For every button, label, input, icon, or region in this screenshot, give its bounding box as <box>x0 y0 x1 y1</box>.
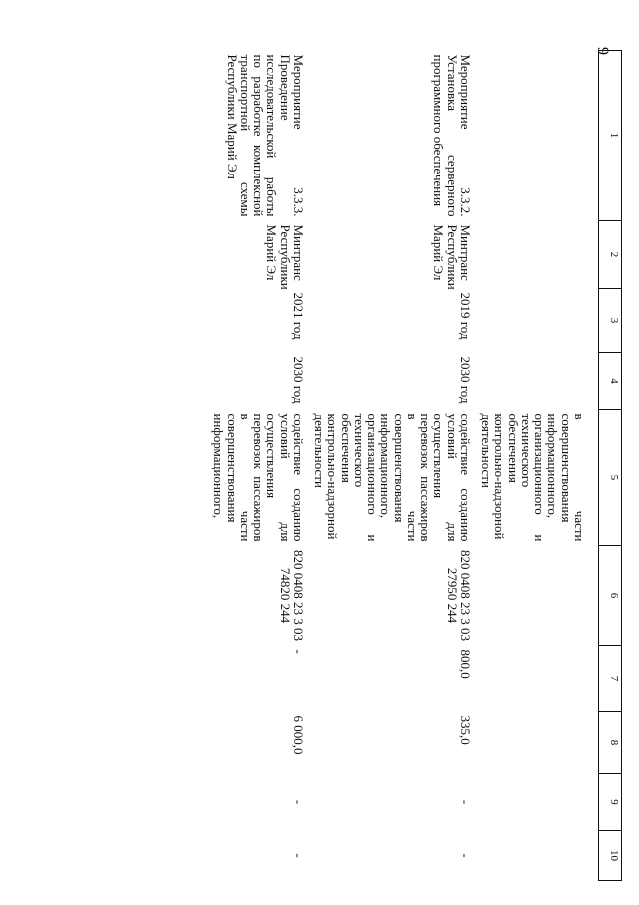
measure-name: Мероприятие 3.3.2. Установка серверного программного обеспечения <box>431 54 473 217</box>
header-cell: 1 <box>599 51 622 221</box>
value-col7: 800,0 <box>458 649 473 679</box>
executor: Минтранс Республики Марий Эл <box>264 224 306 290</box>
header-cell: 6 <box>599 546 622 646</box>
value-col7 <box>476 646 599 712</box>
measure-name: Мероприятие 3.3.3. Проведение исследовательской работы по разработке комплексной транспортной схемы Республики Марий Эл <box>224 54 306 217</box>
header-cell: 3 <box>599 289 622 353</box>
table-row <box>208 51 309 881</box>
value-col8: 335,0 <box>458 715 473 745</box>
header-cell: 4 <box>599 353 622 410</box>
start-year: 2019 год <box>458 292 473 340</box>
value-col10: - <box>291 853 306 858</box>
end-year: 2030 год <box>291 356 306 404</box>
header-cell: 9 <box>599 774 622 831</box>
header-cell: 8 <box>599 712 622 774</box>
budget-table <box>208 50 622 881</box>
executor: Минтранс Республики Марий Эл <box>431 224 473 290</box>
expected-result: в части совершенствования информационного, организационного и технического обеспечения контрольно-надзорной деятельности <box>479 413 587 542</box>
end-year: 2030 год <box>458 356 473 404</box>
value-col7: - <box>291 649 306 654</box>
end-year <box>476 353 599 410</box>
value-col10: - <box>458 853 473 858</box>
value-col10 <box>476 831 599 881</box>
header-row <box>599 51 622 881</box>
value-col8 <box>476 712 599 774</box>
table-row <box>476 51 599 881</box>
rotated-table-container <box>122 50 622 880</box>
value-col9: - <box>458 799 473 805</box>
header-cell: 5 <box>599 410 622 546</box>
expected-result: содействие созданию условий для осуществления перевозок пассажиров в части совершенствования информационного, организационного и технического обеспечения контрольно-надзорной деятельности <box>312 413 473 542</box>
budget-code: 820 0408 23 3 03 27950 244 <box>444 550 473 641</box>
executor <box>476 221 599 289</box>
budget-code: 820 0408 23 3 03 74820 244 <box>277 550 306 641</box>
value-col9 <box>476 774 599 831</box>
header-cell: 10 <box>599 831 622 881</box>
header-cell: 7 <box>599 646 622 712</box>
value-col9: - <box>291 799 306 805</box>
measure-name <box>476 51 599 221</box>
table-row <box>309 51 476 881</box>
start-year <box>476 289 599 353</box>
expected-result: содействие созданию условий для осуществления перевозок пассажиров в части совершенствования информационного, <box>211 413 306 542</box>
budget-code <box>476 546 599 646</box>
page-number: 9 <box>594 47 611 55</box>
value-col8: 6 000,0 <box>291 715 306 755</box>
header-cell: 2 <box>599 221 622 289</box>
start-year: 2021 год <box>291 292 306 340</box>
